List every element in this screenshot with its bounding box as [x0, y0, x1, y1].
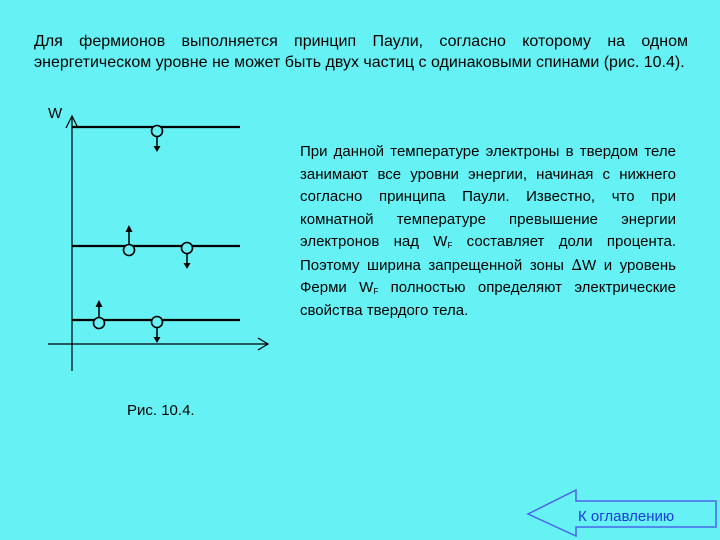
- electron-spin-up-level-middle: [124, 225, 135, 256]
- electron-spin-up-level-bottom: [94, 300, 105, 329]
- electron-spin-down-level-bottom: [152, 317, 163, 344]
- table-of-contents-label: К оглавлению: [578, 508, 675, 525]
- fermi-subscript-2: F: [373, 287, 379, 296]
- delta-symbol: ∆: [571, 255, 583, 274]
- explanation-text-4: полностью определяют электрические свойства твердого тела.: [300, 279, 677, 319]
- electron-spin-down-level-middle: [182, 243, 193, 270]
- figure-caption: Рис. 10.4.: [127, 402, 195, 419]
- fermi-subscript-1: F: [447, 241, 453, 250]
- electron-spin-down-level-top: [152, 126, 163, 153]
- energy-level-diagram: [40, 96, 280, 376]
- explanation-paragraph: [300, 141, 676, 322]
- explanation-text-3: W и уровень Ферми W: [300, 256, 676, 296]
- intro-paragraph: Для фермионов выполняется принцип Паули, согласно которому на одном энергетическом уровне не может быть двух частиц с одинаковыми спинами (рис. 10.4).: [34, 33, 688, 71]
- explanation-text-1: При данной температуре электроны в твердом теле занимают все уровни энергии, начиная с нижнего согласно принципа Паули. Известно, что при комнатной температуре превышение энергии электронов над W: [300, 143, 676, 250]
- energy-axis-label: W: [48, 105, 63, 122]
- table-of-contents-button[interactable]: [526, 489, 718, 537]
- explanation-text-2: составляет доли процента. Поэтому ширина запрещенной зоны: [300, 233, 676, 274]
